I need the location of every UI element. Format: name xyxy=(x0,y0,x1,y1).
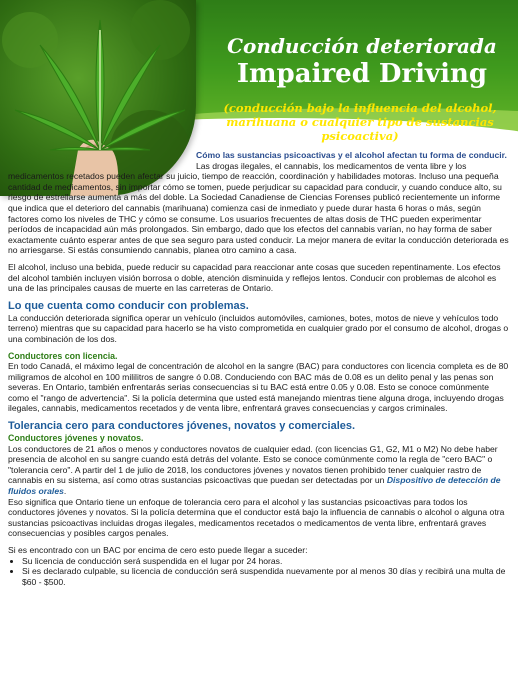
zt-text-1: Los conductores de 21 años o menos y conductores novatos de cualquier edad. (con licencias G1, G2, M1 o M2) No debe haber presencia de alcohol en su sangre cuando está detrás del volante. Esto se conoce comúnmente como la regla de "cero BAC" o "tolerancia cero". A partir del 1 de julio de 2018, los conductores jóvenes y novatos tienen prohibido tener cualquier rastro de cannabis en su sistema, así como otras sustancias psicoactivas que puedan ser detectadas por un xyxy=(8,443,498,486)
consequences-list xyxy=(8,556,512,588)
title-spanish: Conducción deteriorada xyxy=(227,34,497,58)
intro-paragraph-2: El alcohol, incluso una bebida, puede reducir su capacidad para reaccionar ante cosas que suceden repentinamente. Los efectos del alcohol también incluyen visión borrosa o doble, atención disminuida y reflejos lentos. Conducir con problemas de alcohol es una de las principales causas de muerte en las carreteras de Ontario. xyxy=(8,261,501,294)
section-heading-licensed: Conductores con licencia. xyxy=(8,350,118,361)
subtitle: (conducción bajo la influencia del alcohol, marihuana o cualquier tipo de sustancias psicoactiva) xyxy=(223,101,497,143)
intro-block xyxy=(8,150,512,161)
zt-text-2: . xyxy=(63,486,67,497)
section-heading-zero-tolerance: Tolerancia cero para conductores jóvenes, novatos y comerciales. xyxy=(8,420,356,433)
section-body-licensed: En todo Canadá, el máximo legal de concentración de alcohol en la sangre (BAC) para conductores con licencia completa es de 80 miligramos de alcohol en 100 mililitros de sangre ó 0.08. Conduciendo con BAC más de 0.08 es un delito penal y las penas son severas. En Ontario, también enfrentarás serias consecuencias si tu BAC está entre 0.05 y 0.08. Esto se conoce comúnmente como el "rango de advertencia". Si la policía determina que usted está manejando mientras tiene alguna droga, incluyendo drogas ilegales, cannabis, medicamentos recetados y de venta libre, enfrentará graves consecuencias y cargos criminales. xyxy=(8,361,509,414)
zero-tolerance-paragraph-1 xyxy=(8,444,512,497)
list-item: • Su licencia de conducción será suspendida en el lugar por 24 horas. xyxy=(22,556,512,567)
list-item: • Si es declarado culpable, su licencia de conducción será suspendida nuevamente por al menos 30 días y recibirá una multa de $60 - $500. xyxy=(22,566,512,587)
title-english: Impaired Driving xyxy=(236,59,488,89)
subheading-young-novice: Conductores jóvenes y novatos. xyxy=(8,433,144,444)
intro-paragraph-1 xyxy=(8,161,512,256)
zero-tolerance-paragraph-2: Eso significa que Ontario tiene un enfoque de tolerancia cero para el alcohol y las sustancias psicoactivas para todos los conductores jóvenes y novatos. Si la policía determina que el conductor está bajo la influencia de cannabis o alcohol o alguna otra sustancias psicoactivas incluidas drogas ilegales, medicamentos recetados o medicamentos de venta libre, enfrentará graves consecuencias y posibles cargos penales. xyxy=(8,496,505,539)
intro-text-1: Las drogas ilegales, el cannabis, los medicamentos de venta libre y los medicamentos recetados pueden afectar su juicio, tiempo de reacción, coordinación y habilidades motoras. Incluso una pequeña cantidad de medicamentos, sin importar cómo se tomen, puede perjudicar su capacidad para conducir, y cuando conduce alto, su riesgo de estrellarse aumenta a más del doble. La Sociedad Canadiense de Ciencias Forenses publicó recientemente un informe que indica que el deterioro del cannabis (marihuana) comienza casi de inmediato y puede durar hasta 6 horas o más, según factores como los niveles de THC y cómo se consume. Los usuarios frecuentes de altas dosis de THC pueden experimentar períodos de incapacidad aún más prolongados. Sin embargo, dado que los efectos del cannabis varían, no hay forma de saber exactamente cuánto esperar antes de que sea seguro para usted conducir. La mejor manera de evitar la conducción deteriorada es no arriesgarse. Si estás consumiendo cannabis, planea otro camino a casa. xyxy=(8,160,509,256)
section-heading-impaired: Lo que cuenta como conducir con problemas. xyxy=(8,299,249,312)
section-body-impaired: La conducción deteriorada significa operar un vehículo (incluidos automóviles, camiones, botes, motos de nieve y vehículos todo terreno) mientras que su capacidad para hacerlo se ha visto comprometida en cualquier grado por el consumo de alcohol, drogas o una combinación de los dos. xyxy=(8,312,509,344)
main-content xyxy=(8,150,512,587)
intro-heading: Cómo las sustancias psicoactivas y el alcohol afectan tu forma de conducir. xyxy=(196,150,507,160)
zt-italic-device: Dispositivo de detección de fluidos orales xyxy=(8,475,501,497)
zero-tolerance-paragraph-3: Si es encontrado con un BAC por encima de cero esto puede llegar a suceder: xyxy=(8,545,308,555)
